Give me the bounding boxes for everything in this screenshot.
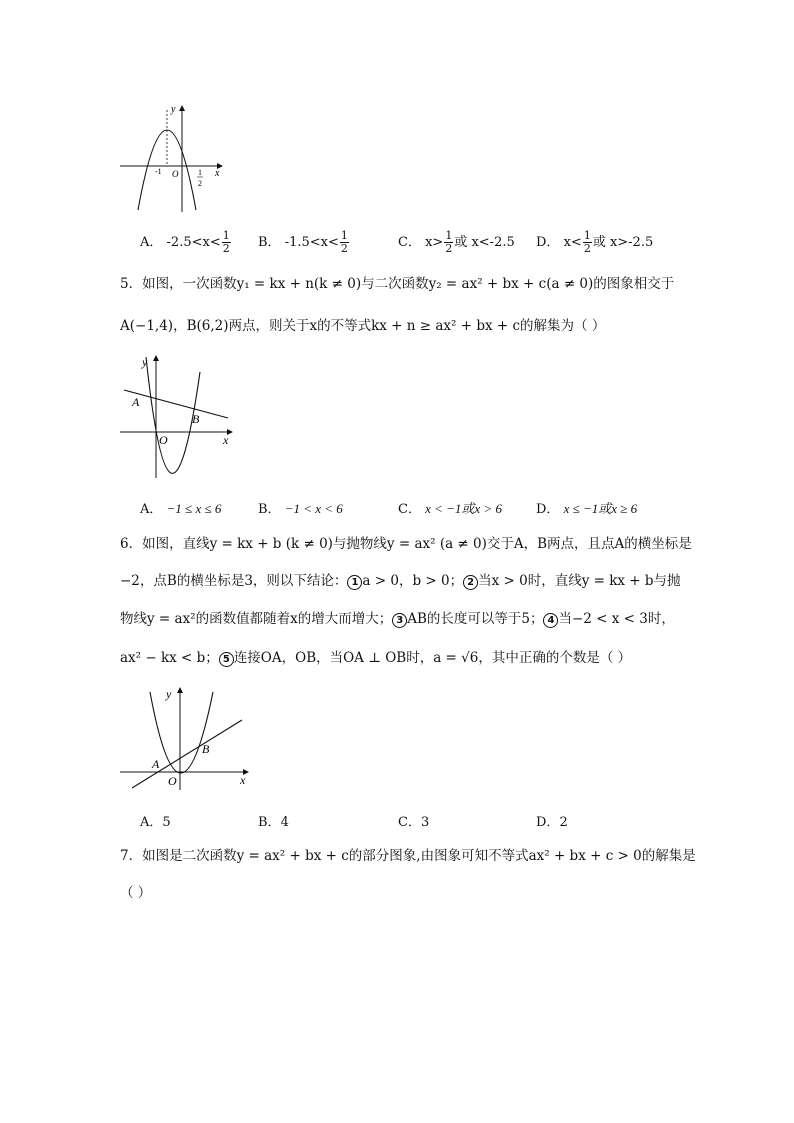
q6-circle-1: 1 (347, 575, 362, 590)
q6-option-a-letter: A． (140, 815, 163, 830)
q4-option-c-fraction (444, 230, 453, 255)
q4-x-label: x (215, 168, 220, 179)
q6-x-label: x (240, 773, 246, 787)
q6-option-d-letter: D． (536, 815, 560, 830)
q4-option-c-pre: x> (425, 235, 444, 250)
q5-option-b-text: −1 < x < 6 (284, 501, 343, 516)
q5-stem-line-1: 5．如图，一次函数y₁ = kx + n(k ≠ 0)与二次函数y₂ = ax² + bx + c(a ≠ 0)的图象相交于 (120, 276, 675, 292)
q5-option-d-letter: D． (536, 502, 560, 517)
q4-option-c-letter: C． (398, 235, 421, 250)
q6-option-a-text: 5 (162, 815, 171, 830)
q6-figure (118, 684, 256, 794)
q5-option-a[interactable] (140, 498, 221, 517)
q5-origin-label: O (159, 433, 168, 447)
q4-option-d-pre: x< (563, 235, 582, 250)
q5-y-label: y (142, 355, 148, 369)
q4-half-num: 1 (198, 168, 202, 177)
q6-line2-part-c: 当x > 0时，直线y = kx + b与抛 (478, 573, 681, 589)
q6-point-a-label: A (152, 757, 160, 771)
q4-option-b[interactable] (258, 230, 350, 255)
q6-origin-label: O (168, 774, 177, 788)
q6-line3-part-c: 当−2 < x < 3时， (558, 611, 675, 627)
q4-option-a-den: 2 (222, 242, 230, 255)
q6-y-label: y (166, 687, 172, 701)
q4-option-c[interactable] (398, 230, 515, 255)
q6-stem-line-1: 6．如图，直线y = kx + b (k ≠ 0)与抛物线y = ax² (a ≠ 0)交于A，B两点，且点A的横坐标是 (120, 536, 692, 552)
q5-line (124, 390, 228, 418)
q6-line3-part-a: 物线y = ax²的函数值都随着x的增大而增大； (120, 611, 393, 627)
q6-option-b-letter: B． (258, 815, 281, 830)
q4-option-c-post: 或 x<-2.5 (454, 235, 515, 250)
q6-stem-line-2 (120, 571, 681, 591)
q7-stem-line-1: 7．如图是二次函数y = ax² + bx + c的部分图象,由图象可知不等式ax² + bx + c > 0的解集是 (120, 848, 696, 864)
q5-point-b-label: B (192, 412, 200, 426)
q5-option-d-text: x ≤ −1或x ≥ 6 (563, 501, 638, 516)
q4-option-c-num: 1 (445, 229, 453, 242)
q6-option-c-text: 3 (420, 815, 430, 830)
q4-option-b-num: 1 (340, 229, 348, 242)
q5-option-a-text: −1 ≤ x ≤ 6 (166, 501, 222, 516)
q6-line (132, 720, 242, 788)
q5-point-a-label: A (132, 395, 140, 409)
q4-option-d-post: 或 x>-2.5 (592, 235, 654, 250)
q6-circle-4: 4 (543, 613, 558, 628)
q6-option-b[interactable] (258, 811, 289, 830)
q6-option-a[interactable] (140, 811, 171, 830)
q4-option-b-fraction (340, 230, 349, 255)
q4-option-a-letter: A． (140, 235, 163, 250)
q4-option-a[interactable] (140, 230, 232, 255)
q5-option-b[interactable] (258, 498, 343, 517)
q4-figure (118, 100, 228, 215)
q4-option-d-num: 1 (583, 229, 591, 242)
q5-option-c-text: x < −1或x > 6 (425, 501, 502, 516)
q5-figure (118, 352, 240, 480)
q4-neg1-label: -1 (155, 167, 162, 176)
q4-option-a-num: 1 (222, 229, 230, 242)
q5-option-c-letter: C． (398, 502, 421, 517)
q7-stem-line-2: （ ） (120, 885, 152, 901)
q4-option-b-pre: -1.5<x< (284, 235, 339, 250)
q6-circle-3: 3 (392, 613, 407, 628)
q5-option-d[interactable] (536, 498, 637, 517)
q5-stem-line-2: A(−1,4)，B(6,2)两点，则关于x的不等式kx + n ≥ ax² + bx + c的解集为（ ） (120, 318, 606, 334)
q4-origin-label: O (172, 169, 179, 179)
q6-circle-5: 5 (219, 652, 234, 667)
q6-circle-2: 2 (463, 575, 478, 590)
q4-option-b-letter: B． (258, 235, 281, 250)
q4-option-d-fraction (583, 230, 592, 255)
q6-option-c-letter: C． (398, 815, 421, 830)
q5-option-a-letter: A． (140, 502, 163, 517)
q6-line4-part-b: 连接OA，OB，当OA ⊥ OB时，a = √6，其中正确的个数是（ ） (233, 650, 632, 666)
q4-option-a-pre: -2.5<x< (166, 235, 221, 250)
q6-line3-part-b: AB的长度可以等于5； (407, 611, 544, 627)
q6-line4-part-a: ax² − kx < b； (120, 650, 219, 666)
q6-line2-part-b: a > 0，b > 0； (362, 573, 464, 589)
q4-option-c-den: 2 (445, 242, 453, 255)
q4-option-d[interactable] (536, 230, 653, 255)
q6-parabola (150, 692, 213, 773)
q4-y-label: y (171, 104, 176, 115)
q6-stem-line-4 (120, 648, 631, 668)
q4-option-d-letter: D． (536, 235, 560, 250)
q5-x-label: x (223, 433, 229, 447)
q6-stem-line-3 (120, 609, 675, 629)
q4-half-den: 2 (198, 179, 202, 188)
q4-option-b-den: 2 (340, 242, 348, 255)
q6-line2-part-a: −2，点B的横坐标是3，则以下结论： (120, 573, 348, 589)
q6-option-d-text: 2 (559, 815, 568, 830)
q6-option-d[interactable] (536, 811, 568, 830)
q6-option-b-text: 4 (280, 815, 289, 830)
q6-option-c[interactable] (398, 811, 429, 830)
q5-option-c[interactable] (398, 498, 502, 517)
q5-option-b-letter: B． (258, 502, 281, 517)
q4-option-a-fraction (222, 230, 231, 255)
q4-option-d-den: 2 (583, 242, 591, 255)
q6-point-b-label: B (202, 742, 210, 756)
